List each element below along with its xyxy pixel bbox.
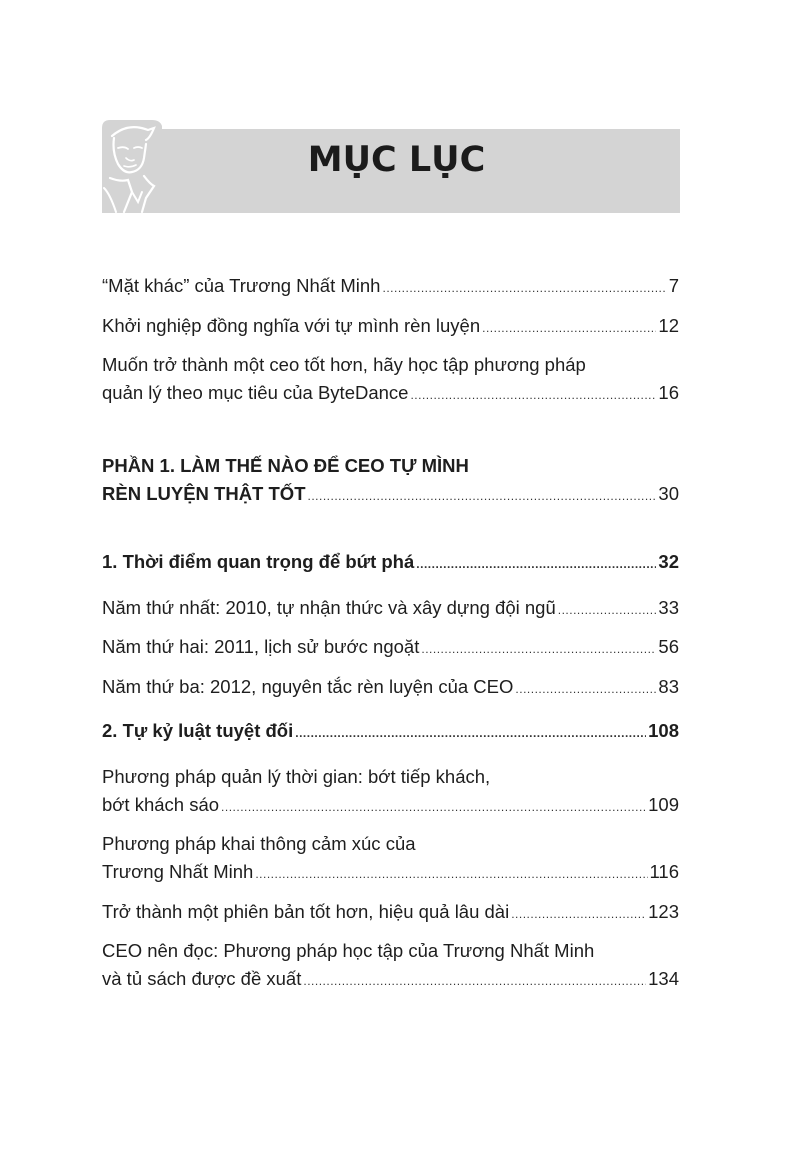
dot-leader <box>421 635 656 663</box>
toc-entry[interactable] <box>102 763 679 821</box>
toc-page-number: 83 <box>658 676 679 697</box>
toc-entry-title-line: Phương pháp quản lý thời gian: bớt tiếp khách, <box>102 766 491 787</box>
toc-entry-title-line: và tủ sách được đề xuất <box>102 968 302 989</box>
toc-entry[interactable] <box>102 937 679 995</box>
toc-page-number: 7 <box>668 275 679 296</box>
toc-page-number: 123 <box>648 901 679 922</box>
toc-page-number: 16 <box>658 382 679 403</box>
chapter-title: 1. Thời điểm quan trọng để bứt phá <box>102 551 415 572</box>
chapter-title: 2. Tự kỷ luật tuyệt đối <box>102 720 294 741</box>
toc-entry-title: Trở thành một phiên bản tốt hơn, hiệu quả lâu dài <box>102 901 510 922</box>
toc-entry-title: Năm thứ nhất: 2010, tự nhận thức và xây dựng đội ngũ <box>102 597 556 618</box>
toc-entry-title-line: Muốn trở thành một ceo tốt hơn, hãy học tập phương pháp <box>102 354 586 375</box>
toc-page-number: 108 <box>648 720 679 741</box>
dot-leader <box>308 482 657 510</box>
part-title-line: RÈN LUYỆN THẬT TỐT <box>102 483 306 504</box>
toc-entry[interactable] <box>102 830 679 888</box>
part-title-line: PHẦN 1. LÀM THẾ NÀO ĐỂ CEO TỰ MÌNH <box>102 455 469 476</box>
dot-leader <box>511 900 646 928</box>
toc-entry-title-line: CEO nên đọc: Phương pháp học tập của Trương Nhất Minh <box>102 940 595 961</box>
toc-entry-title-line: Phương pháp khai thông cảm xúc của <box>102 833 416 854</box>
toc-page-number: 56 <box>658 636 679 657</box>
dot-leader <box>295 719 646 747</box>
toc-page-number: 109 <box>648 794 679 815</box>
toc-entry[interactable] <box>102 673 679 703</box>
toc-entry-title-line: bớt khách sáo <box>102 794 220 815</box>
toc-entry[interactable] <box>102 272 679 302</box>
toc-entry-title: Năm thứ ba: 2012, nguyên tắc rèn luyện của CEO <box>102 676 514 697</box>
toc-entry-title: “Mặt khác” của Trương Nhất Minh <box>102 275 381 296</box>
toc-entry[interactable] <box>102 312 679 342</box>
toc-entry-title: Năm thứ hai: 2011, lịch sử bước ngoặt <box>102 636 420 657</box>
dot-leader <box>382 274 666 302</box>
page-title: MỤC LỤC <box>307 140 486 180</box>
toc-entry-title-line: quản lý theo mục tiêu của ByteDance <box>102 382 409 403</box>
toc-page-number: 32 <box>658 551 679 572</box>
dot-leader <box>303 967 646 995</box>
toc-entry[interactable] <box>102 898 679 928</box>
toc-chapter-heading[interactable] <box>102 717 679 747</box>
dot-leader <box>221 793 646 821</box>
toc-entry[interactable] <box>102 594 679 624</box>
toc-page-number: 12 <box>658 315 679 336</box>
toc-page-number: 134 <box>648 968 679 989</box>
toc-entry-title-line: Trương Nhất Minh <box>102 861 254 882</box>
toc-entry-title: Khởi nghiệp đồng nghĩa với tự mình rèn luyện <box>102 315 481 336</box>
toc-page-number: 33 <box>658 597 679 618</box>
dot-leader <box>482 314 656 342</box>
toc-chapter-heading[interactable] <box>102 548 679 578</box>
dot-leader <box>416 550 656 578</box>
toc-part-heading[interactable] <box>102 452 679 510</box>
dot-leader <box>255 860 647 888</box>
toc-page-number: 116 <box>649 861 679 882</box>
dot-leader <box>410 381 656 409</box>
toc-entry[interactable] <box>102 633 679 663</box>
toc-page-number: 30 <box>658 483 679 504</box>
dot-leader <box>558 596 657 624</box>
dot-leader <box>515 675 656 703</box>
toc-entry[interactable] <box>102 351 679 409</box>
